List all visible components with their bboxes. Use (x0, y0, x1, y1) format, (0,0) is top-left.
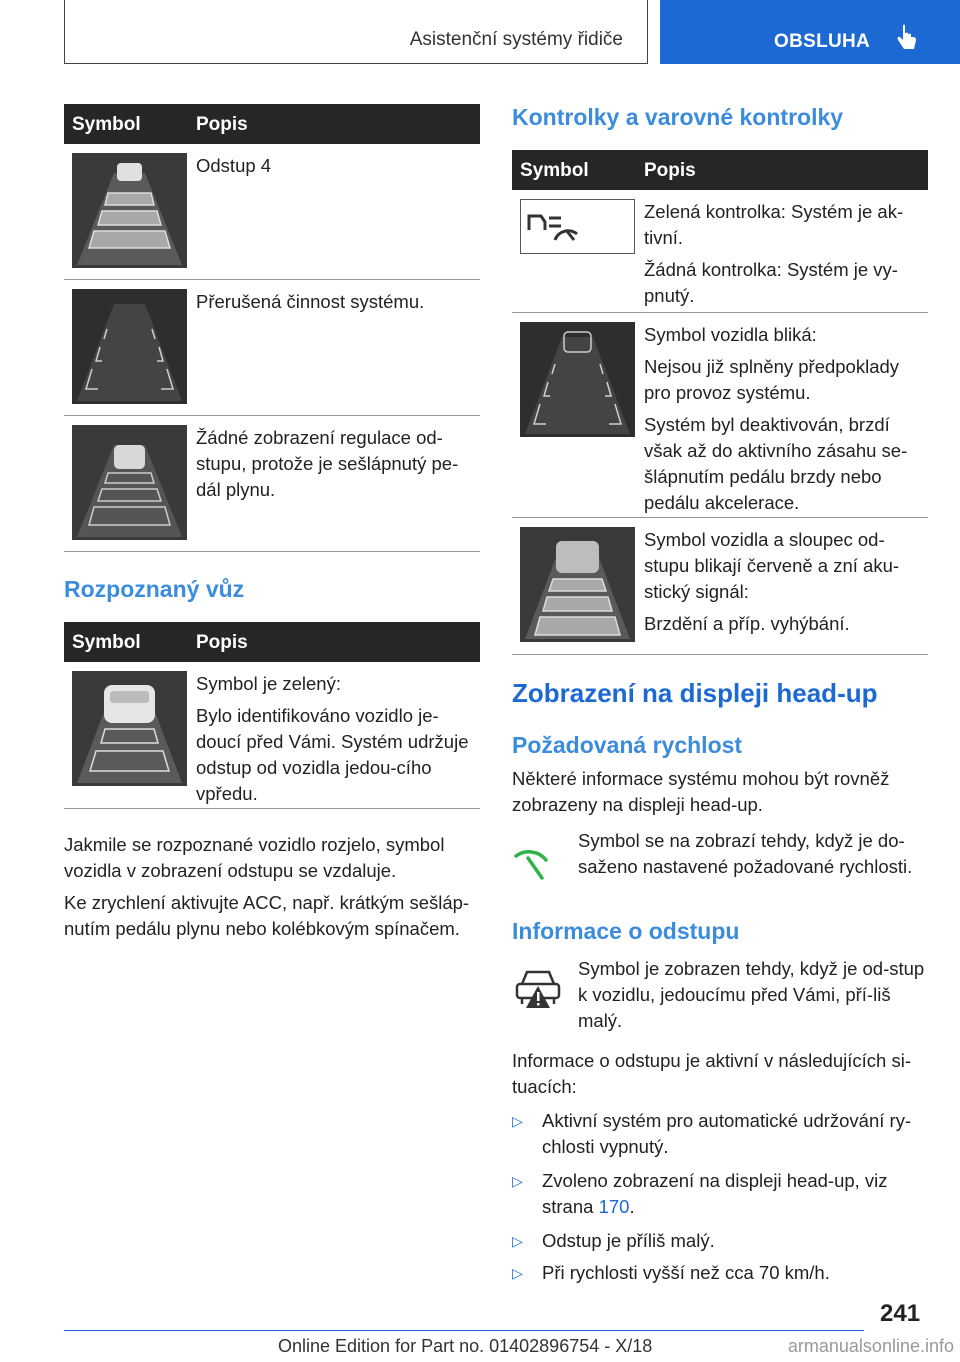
distance-4-icon (72, 153, 187, 268)
heading-desired-speed: Požadovaná rychlost (512, 732, 743, 758)
table-row (64, 416, 480, 552)
table-header (512, 150, 928, 190)
row-text: Bylo identifikováno vozidlo je-doucí před Vámi. Systém udržuje odstup od vozidla jedou-cího vpředu. (196, 705, 469, 804)
table-row (512, 313, 928, 518)
table-row (512, 518, 928, 655)
table-indicators (512, 150, 928, 655)
heading-recognized-vehicle: Rozpoznaný vůz (64, 576, 245, 602)
table-row (64, 280, 480, 416)
list-item (512, 1168, 928, 1228)
footer-divider (64, 1330, 864, 1331)
bullet-marker: ▷ (512, 1265, 523, 1281)
distance-warning-icon (514, 962, 562, 1014)
heading-distance-info: Informace o odstupu (512, 918, 740, 944)
row-text: Symbol vozidla a sloupec od-stupu blikají červeně a zní aku-stický signál: (644, 529, 900, 602)
bullet-marker: ▷ (512, 1113, 523, 1129)
edition-text: Online Edition for Part no. 01402896754 - X/18 (278, 1336, 653, 1356)
col-description: Popis (196, 632, 248, 653)
table-row (64, 144, 480, 280)
table-row (64, 662, 480, 809)
page-ref-suffix: . (629, 1196, 635, 1217)
col-symbol: Symbol (520, 160, 589, 181)
row-text: Symbol vozidla bliká: (644, 324, 817, 345)
vehicle-recognized-icon (72, 671, 187, 786)
bullet-text: Při rychlosti vyšší než cca 70 km/h. (542, 1262, 830, 1283)
table-header (64, 104, 480, 144)
bullet-text: Aktivní systém pro automatické udržování ry-chlosti vypnutý. (542, 1110, 912, 1157)
list-item (512, 1260, 928, 1292)
paragraph: Ke zrychlení aktivujte ACC, např. krátkým sešláp-nutím pedálu plynu nebo kolébkovým spínačem. (64, 892, 470, 939)
bullet-text-with-link (542, 1168, 928, 1220)
vehicle-flashing-icon (520, 322, 635, 437)
bullet-list (512, 1108, 928, 1292)
table-follow-distance (64, 104, 480, 552)
table-header (64, 622, 480, 662)
paragraph: Jakmile se rozpoznané vozidlo rozjelo, symbol vozidla v zobrazení odstupu se vzdaluje. (64, 834, 445, 881)
row-text: Zelená kontrolka: Systém je ak-tivní. (644, 201, 904, 248)
row-text: Brzdění a příp. vyhýbání. (644, 613, 850, 634)
row-text: Odstup 4 (196, 155, 272, 176)
speed-paragraph: Některé informace systému mohou být rovněž zobrazeny na displeji head-up. (512, 768, 890, 815)
col-description: Popis (196, 114, 248, 135)
row-text: Symbol je zelený: (196, 673, 341, 694)
watermark: armanualsonline.info (787, 1336, 954, 1356)
acc-indicator-icon (520, 199, 635, 254)
speed-hud-icon (514, 838, 548, 882)
heading-indicators: Kontrolky a varovné kontrolky (512, 104, 844, 130)
header-tab-label: OBSLUHA (774, 31, 871, 52)
row-text: Přerušená činnost systému. (196, 291, 425, 312)
heading-hud: Zobrazení na displeji head-up (512, 678, 878, 708)
left-body-text (64, 832, 480, 948)
bullet-text: Zvoleno zobrazení na displeji head-up, viz strana (542, 1170, 888, 1217)
row-text: Žádná kontrolka: Systém je vy-pnutý. (644, 259, 898, 306)
row-text: Nejsou již splněny předpoklady pro provoz systému. (644, 356, 900, 403)
bullet-text: Odstup je příliš malý. (542, 1230, 715, 1251)
col-symbol: Symbol (72, 632, 141, 653)
col-symbol: Symbol (72, 114, 141, 135)
row-text: Žádné zobrazení regulace od-stupu, protože je sešlápnutý pe-dál plynu. (196, 427, 459, 500)
bullet-marker: ▷ (512, 1233, 523, 1249)
distance-paragraph: Informace o odstupu je aktivní v následujících si-tuacích: (512, 1050, 911, 1097)
table-row (512, 190, 928, 313)
header-tab (660, 0, 960, 64)
list-item (512, 1108, 928, 1168)
header-section-title: Asistenční systémy řidiče (409, 29, 623, 50)
table-recognized-vehicle (64, 622, 480, 809)
row-text: Systém byl deaktivován, brzdí však až do aktivního zásahu se-šlápnutím pedálu brzdy nebo pedálu akcelerace. (644, 414, 908, 513)
no-distance-display-icon (72, 425, 187, 540)
col-description: Popis (644, 160, 696, 181)
page-ref-link[interactable]: 170 (598, 1196, 630, 1217)
vehicle-red-warning-icon (520, 527, 635, 642)
distance-icon-text: Symbol je zobrazen tehdy, když je od-stup k vozidlu, jedoucímu před Vámi, pří-liš malý. (578, 958, 925, 1031)
system-interrupted-icon (72, 289, 187, 404)
hand-pointer-icon (896, 24, 918, 54)
page-number: 241 (880, 1300, 921, 1327)
speed-icon-text: Symbol se na zobrazí tehdy, když je do-saženo nastavené požadované rychlosti. (578, 830, 913, 877)
bullet-marker: ▷ (512, 1173, 523, 1189)
list-item (512, 1228, 928, 1260)
header-section-box (64, 0, 648, 64)
